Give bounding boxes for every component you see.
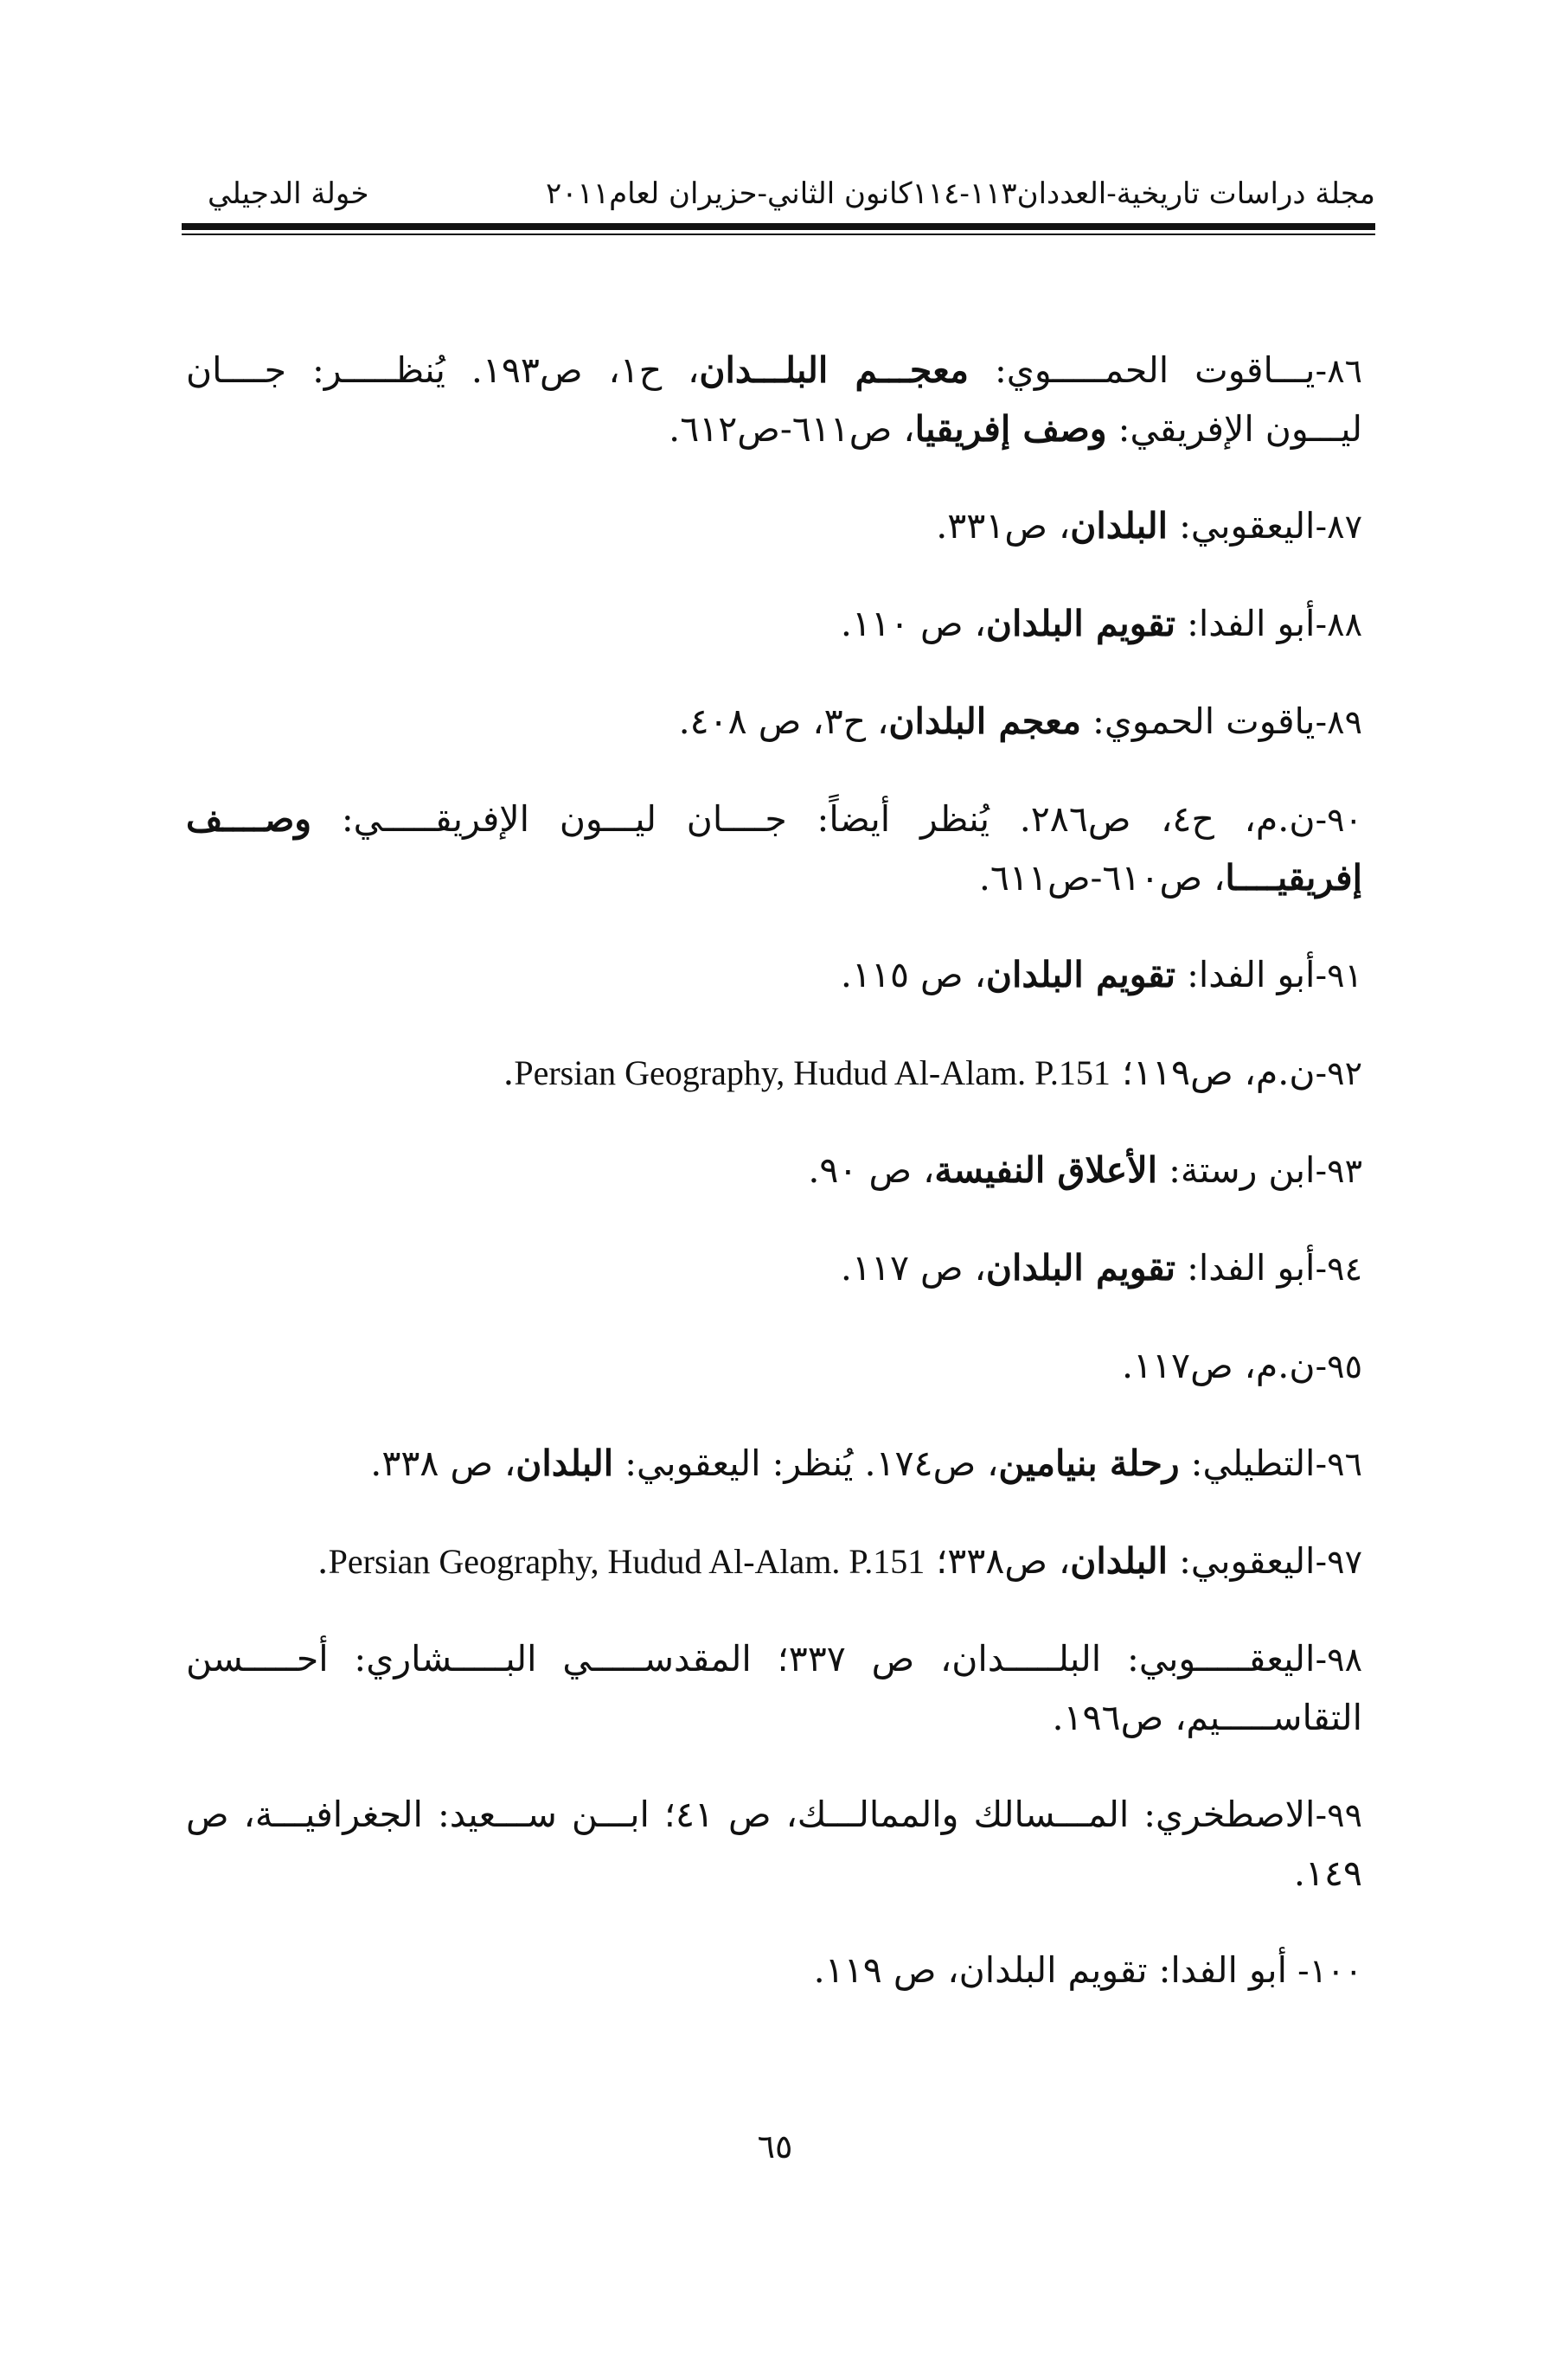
endnote [186, 1786, 1362, 1903]
endnote-text: أبو الفدا: [1175, 1247, 1316, 1289]
endnote-text: التطيلي: [1179, 1443, 1316, 1484]
endnote [186, 790, 1362, 907]
endnote-number: ١٠٠- [1286, 1952, 1362, 1990]
endnote-text: أبو الفدا: تقويم البلدان، ص ١١٩. [813, 1949, 1287, 1991]
endnote [186, 1435, 1362, 1494]
endnote [186, 1142, 1362, 1200]
endnote-number: ٩١- [1315, 956, 1362, 995]
endnote-text: ، ص٦١٠-ص٦١١. [978, 857, 1226, 899]
endnote [186, 693, 1362, 752]
book-title: رحلة بنيامين [998, 1443, 1180, 1484]
book-title: تقويم البلدان [985, 954, 1176, 995]
latin-citation: Persian Geography, Hudud Al-Alam. P.151 [328, 1542, 926, 1581]
endnote-text: ن.م، ح٤، ص٢٨٦. يُنظر أيضاً: جــــان ليـــون الإفريقـــــي: [311, 798, 1316, 840]
endnote [186, 1044, 1362, 1103]
endnote [186, 497, 1362, 556]
endnote-text: ، ح٣، ص ٤٠٨. [678, 701, 889, 742]
endnote-text: ، ص ٩٠. [808, 1149, 935, 1191]
endnote [186, 595, 1362, 654]
endnote [186, 342, 1362, 458]
endnote [186, 1630, 1362, 1747]
endnote-text: ، ص٣٣١. [936, 505, 1071, 547]
endnote-text: ن.م، ص١١٧. [1121, 1345, 1316, 1386]
book-title: معجـــم البلـــدان [699, 349, 970, 391]
book-title: البلدان [1070, 505, 1169, 547]
endnote-number: ٨٦- [1315, 352, 1363, 390]
endnote-text: ن.م، ص١١٩؛ [1110, 1052, 1316, 1093]
endnote-text: ، ح١، ص١٩٣. يُنظـــــر: جــــان ليـــون الإفريقي: [186, 349, 1362, 450]
book-title: البلدان [1070, 1540, 1169, 1582]
endnote-text: ، ص ١١٥. [840, 954, 986, 995]
endnote-number: ٩٩- [1315, 1796, 1362, 1834]
endnote-number: ٩٤- [1315, 1250, 1362, 1288]
journal-title: مجلة دراسات تاريخية-العددان١١٣-١١٤كانون الثاني-حزيران لعام٢٠١١ [546, 176, 1375, 211]
endnotes-list [186, 342, 1362, 2039]
endnote-number: ٨٧- [1315, 508, 1362, 546]
endnote-text: اليعقوبي: [1168, 1540, 1316, 1582]
book-title: تقويم البلدان [985, 1247, 1176, 1289]
endnote [186, 1532, 1362, 1591]
endnote-number: ٨٨- [1315, 605, 1362, 643]
endnote-number: ٩٢- [1315, 1054, 1362, 1092]
book-title: الأعلاق النفيسة [934, 1149, 1158, 1191]
endnote-text: الاصطخري: المـــسالك والممالـــك، ص ٤١؛ ابـــن ســـعيد: الجغرافيـــة، ص ١٤٩. [186, 1794, 1362, 1894]
endnote [186, 1942, 1362, 2000]
book-title: وصف إفريقيا [914, 408, 1107, 450]
book-title: البلدان [516, 1443, 614, 1484]
endnote-number: ٩٦- [1315, 1445, 1362, 1483]
endnote-text: . [503, 1052, 515, 1093]
endnote [186, 1239, 1362, 1298]
latin-citation: Persian Geography, Hudud Al-Alam. P.151 [514, 1053, 1111, 1092]
endnote-text: ، ص ١١٠. [840, 603, 986, 644]
endnote-text: ، ص ٣٣٨. [370, 1443, 516, 1484]
endnote-text: ، ص١٧٤. يُنظر: اليعقوبي: [613, 1443, 999, 1484]
endnote [186, 946, 1362, 1005]
endnote-number: ٩٨- [1315, 1641, 1362, 1679]
endnote-text: ياقوت الحموي: [1080, 701, 1316, 742]
header-rule-thin [182, 234, 1375, 235]
book-title: وصــــف إفريقيــــا [186, 798, 1362, 899]
endnote-text: ، ص٣٣٨؛ [925, 1540, 1071, 1582]
book-title: معجم البلدان [888, 701, 1081, 742]
endnote-number: ٩٧- [1315, 1543, 1362, 1581]
endnote-text: يـــاقوت الحمـــــوي: [969, 349, 1316, 391]
page-number: ٦٥ [757, 2127, 793, 2166]
endnote-text: اليعقـــــوبي: البلـــــدان، ص ٣٣٧؛ المقدســـــي البـــــشاري: أحـــــسن التقاســـــيم، ص١٩٦. [186, 1638, 1362, 1738]
endnote-number: ٩٠- [1315, 801, 1362, 839]
endnote-text: ابن رستة: [1157, 1149, 1316, 1191]
book-title: تقويم البلدان [985, 603, 1176, 644]
header-rule [182, 223, 1375, 230]
endnote-number: ٩٥- [1315, 1347, 1362, 1385]
endnote-text: ، ص٦١١-ص٦١٢. [669, 408, 915, 450]
endnote-number: ٩٣- [1315, 1152, 1362, 1190]
endnote-text: أبو الفدا: [1175, 603, 1316, 644]
endnote-number: ٨٩- [1315, 703, 1362, 741]
endnote-text: اليعقوبي: [1168, 505, 1316, 547]
endnote-text: أبو الفدا: [1175, 954, 1316, 995]
author-name: خولة الدجيلي [208, 176, 369, 211]
endnote [186, 1337, 1362, 1396]
running-header [182, 170, 1375, 218]
endnote-text: . [317, 1540, 329, 1582]
endnote-text: ، ص ١١٧. [840, 1247, 986, 1289]
